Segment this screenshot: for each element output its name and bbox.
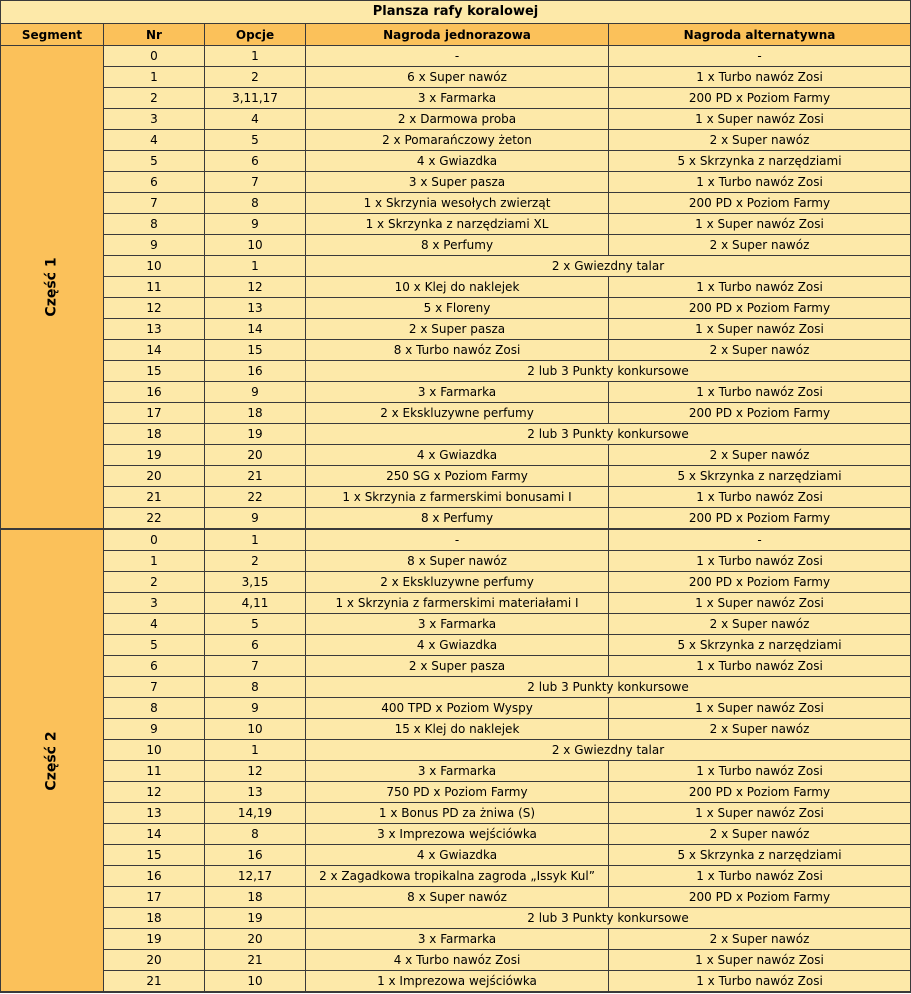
- table-row: [1, 866, 911, 887]
- cell-opcje: 6: [205, 151, 306, 172]
- table-row: [1, 235, 911, 256]
- cell-opcje: 9: [205, 698, 306, 719]
- cell-opcje: 8: [205, 824, 306, 845]
- cell-nagroda-jednorazowa: 8 x Perfumy: [306, 235, 609, 256]
- table-row: [1, 635, 911, 656]
- cell-opcje: 6: [205, 635, 306, 656]
- table-row: [1, 88, 911, 109]
- cell-nagroda-alternatywna: 1 x Super nawóz Zosi: [609, 950, 911, 971]
- cell-nagroda-jednorazowa: 1 x Skrzynia z farmerskimi bonusami I: [306, 487, 609, 508]
- cell-nagroda-jednorazowa: 3 x Super pasza: [306, 172, 609, 193]
- cell-nagroda-alternatywna: 1 x Turbo nawóz Zosi: [609, 761, 911, 782]
- table-row: [1, 151, 911, 172]
- cell-nr: 13: [104, 319, 205, 340]
- cell-nagroda-alternatywna: 200 PD x Poziom Farmy: [609, 193, 911, 214]
- table-row: [1, 424, 911, 445]
- table-row: [1, 46, 911, 67]
- table-row: [1, 593, 911, 614]
- cell-nagroda-alternatywna: 1 x Turbo nawóz Zosi: [609, 656, 911, 677]
- table-row: [1, 298, 911, 319]
- cell-nr: 7: [104, 677, 205, 698]
- cell-nr: 3: [104, 593, 205, 614]
- cell-nagroda-jednorazowa: 250 SG x Poziom Farmy: [306, 466, 609, 487]
- cell-nr: 2: [104, 572, 205, 593]
- cell-opcje: 9: [205, 508, 306, 530]
- cell-opcje: 16: [205, 845, 306, 866]
- cell-opcje: 12: [205, 761, 306, 782]
- cell-opcje: 4: [205, 109, 306, 130]
- cell-opcje: 20: [205, 929, 306, 950]
- header-nr: Nr: [104, 24, 205, 46]
- table-row: [1, 908, 911, 929]
- cell-opcje: 1: [205, 529, 306, 551]
- cell-opcje: 12,17: [205, 866, 306, 887]
- cell-nr: 18: [104, 908, 205, 929]
- cell-nagroda-jednorazowa: 750 PD x Poziom Farmy: [306, 782, 609, 803]
- cell-nr: 12: [104, 298, 205, 319]
- cell-nagroda-alternatywna: 200 PD x Poziom Farmy: [609, 572, 911, 593]
- cell-nagroda-jednorazowa: 4 x Gwiazdka: [306, 635, 609, 656]
- table-row: [1, 277, 911, 298]
- cell-opcje: 3,15: [205, 572, 306, 593]
- cell-nagroda-alternatywna: 2 x Super nawóz: [609, 929, 911, 950]
- cell-nagroda-alternatywna: 200 PD x Poziom Farmy: [609, 403, 911, 424]
- cell-nr: 16: [104, 866, 205, 887]
- cell-opcje: 1: [205, 46, 306, 67]
- cell-nagroda-jednorazowa: 400 TPD x Poziom Wyspy: [306, 698, 609, 719]
- cell-merged-reward: 2 lub 3 Punkty konkursowe: [306, 361, 911, 382]
- cell-nr: 13: [104, 803, 205, 824]
- cell-nagroda-alternatywna: 1 x Turbo nawóz Zosi: [609, 866, 911, 887]
- cell-nagroda-alternatywna: 200 PD x Poziom Farmy: [609, 782, 911, 803]
- table-row: [1, 698, 911, 719]
- cell-nagroda-jednorazowa: 4 x Gwiazdka: [306, 151, 609, 172]
- table-row: [1, 803, 911, 824]
- cell-nagroda-alternatywna: 1 x Super nawóz Zosi: [609, 319, 911, 340]
- cell-nr: 1: [104, 551, 205, 572]
- table-row: [1, 887, 911, 908]
- table-row: [1, 740, 911, 761]
- cell-nr: 7: [104, 193, 205, 214]
- cell-nagroda-jednorazowa: 4 x Gwiazdka: [306, 445, 609, 466]
- cell-nr: 20: [104, 950, 205, 971]
- cell-nagroda-jednorazowa: 1 x Skrzynka z narzędziami XL: [306, 214, 609, 235]
- cell-nagroda-alternatywna: 200 PD x Poziom Farmy: [609, 298, 911, 319]
- cell-nr: 4: [104, 614, 205, 635]
- cell-opcje: 5: [205, 614, 306, 635]
- cell-nr: 6: [104, 656, 205, 677]
- cell-nr: 9: [104, 719, 205, 740]
- header-nagroda-jednorazowa: Nagroda jednorazowa: [306, 24, 609, 46]
- cell-nagroda-alternatywna: 5 x Skrzynka z narzędziami: [609, 151, 911, 172]
- table-row: [1, 319, 911, 340]
- cell-nagroda-alternatywna: 1 x Turbo nawóz Zosi: [609, 551, 911, 572]
- table-row: [1, 172, 911, 193]
- cell-nagroda-alternatywna: 1 x Turbo nawóz Zosi: [609, 277, 911, 298]
- cell-nagroda-alternatywna: 5 x Skrzynka z narzędziami: [609, 845, 911, 866]
- cell-nagroda-alternatywna: 1 x Turbo nawóz Zosi: [609, 971, 911, 993]
- cell-nagroda-jednorazowa: 8 x Super nawóz: [306, 887, 609, 908]
- cell-merged-reward: 2 x Gwiezdny talar: [306, 740, 911, 761]
- cell-nr: 19: [104, 929, 205, 950]
- cell-opcje: 10: [205, 971, 306, 993]
- table-row: [1, 572, 911, 593]
- cell-nagroda-jednorazowa: 3 x Farmarka: [306, 382, 609, 403]
- table-row: [1, 761, 911, 782]
- segment-cell: [1, 46, 104, 530]
- cell-opcje: 5: [205, 130, 306, 151]
- cell-nagroda-alternatywna: 1 x Turbo nawóz Zosi: [609, 172, 911, 193]
- cell-nagroda-jednorazowa: 3 x Farmarka: [306, 88, 609, 109]
- table-row: [1, 130, 911, 151]
- cell-nr: 15: [104, 845, 205, 866]
- cell-nr: 19: [104, 445, 205, 466]
- cell-nr: 17: [104, 403, 205, 424]
- cell-opcje: 4,11: [205, 593, 306, 614]
- segment-label: Część 1: [43, 257, 60, 317]
- table-row: [1, 214, 911, 235]
- table-row: [1, 193, 911, 214]
- cell-nr: 18: [104, 424, 205, 445]
- table-row: [1, 929, 911, 950]
- cell-nagroda-alternatywna: 1 x Turbo nawóz Zosi: [609, 487, 911, 508]
- cell-nagroda-jednorazowa: 2 x Ekskluzywne perfumy: [306, 572, 609, 593]
- table-row: [1, 67, 911, 88]
- cell-nagroda-jednorazowa: 2 x Zagadkowa tropikalna zagroda „Issyk Kul”: [306, 866, 609, 887]
- cell-opcje: 18: [205, 403, 306, 424]
- cell-opcje: 18: [205, 887, 306, 908]
- cell-opcje: 10: [205, 235, 306, 256]
- cell-opcje: 14: [205, 319, 306, 340]
- table-body: [1, 46, 911, 993]
- cell-nagroda-alternatywna: 1 x Turbo nawóz Zosi: [609, 67, 911, 88]
- cell-nr: 8: [104, 214, 205, 235]
- cell-opcje: 9: [205, 382, 306, 403]
- cell-opcje: 8: [205, 677, 306, 698]
- segment-label: Część 2: [43, 730, 60, 791]
- cell-nr: 20: [104, 466, 205, 487]
- cell-opcje: 22: [205, 487, 306, 508]
- cell-nagroda-jednorazowa: -: [306, 529, 609, 551]
- cell-nagroda-alternatywna: 2 x Super nawóz: [609, 614, 911, 635]
- table-row: [1, 361, 911, 382]
- cell-nagroda-alternatywna: 2 x Super nawóz: [609, 340, 911, 361]
- header-opcje: Opcje: [205, 24, 306, 46]
- cell-nagroda-alternatywna: 1 x Super nawóz Zosi: [609, 109, 911, 130]
- cell-nagroda-jednorazowa: 1 x Skrzynia z farmerskimi materiałami I: [306, 593, 609, 614]
- cell-nr: 5: [104, 151, 205, 172]
- cell-opcje: 14,19: [205, 803, 306, 824]
- cell-nagroda-jednorazowa: 2 x Darmowa proba: [306, 109, 609, 130]
- table-row: [1, 529, 911, 551]
- cell-opcje: 21: [205, 950, 306, 971]
- cell-nr: 4: [104, 130, 205, 151]
- cell-nagroda-alternatywna: 1 x Super nawóz Zosi: [609, 698, 911, 719]
- cell-nr: 0: [104, 529, 205, 551]
- cell-nagroda-alternatywna: 1 x Super nawóz Zosi: [609, 593, 911, 614]
- cell-nr: 17: [104, 887, 205, 908]
- cell-nr: 6: [104, 172, 205, 193]
- cell-nagroda-jednorazowa: 4 x Gwiazdka: [306, 845, 609, 866]
- table-row: [1, 403, 911, 424]
- cell-nagroda-alternatywna: 5 x Skrzynka z narzędziami: [609, 635, 911, 656]
- table-row: [1, 677, 911, 698]
- header-row: [1, 24, 911, 46]
- table-title: Plansza rafy koralowej: [1, 1, 911, 24]
- cell-nagroda-jednorazowa: 3 x Farmarka: [306, 614, 609, 635]
- cell-opcje: 2: [205, 551, 306, 572]
- cell-nr: 16: [104, 382, 205, 403]
- table-row: [1, 340, 911, 361]
- table-row: [1, 824, 911, 845]
- cell-nagroda-jednorazowa: 3 x Farmarka: [306, 929, 609, 950]
- table-row: [1, 445, 911, 466]
- cell-opcje: 20: [205, 445, 306, 466]
- cell-nr: 21: [104, 487, 205, 508]
- cell-opcje: 12: [205, 277, 306, 298]
- cell-opcje: 2: [205, 67, 306, 88]
- cell-nagroda-jednorazowa: 2 x Ekskluzywne perfumy: [306, 403, 609, 424]
- header-segment: Segment: [1, 24, 104, 46]
- cell-nagroda-alternatywna: 1 x Super nawóz Zosi: [609, 803, 911, 824]
- table-row: [1, 782, 911, 803]
- cell-nagroda-alternatywna: 2 x Super nawóz: [609, 445, 911, 466]
- cell-nr: 3: [104, 109, 205, 130]
- cell-opcje: 15: [205, 340, 306, 361]
- cell-nagroda-jednorazowa: 2 x Super pasza: [306, 656, 609, 677]
- cell-nr: 10: [104, 740, 205, 761]
- cell-nagroda-alternatywna: -: [609, 46, 911, 67]
- cell-nr: 15: [104, 361, 205, 382]
- cell-nagroda-alternatywna: 5 x Skrzynka z narzędziami: [609, 466, 911, 487]
- cell-nr: 11: [104, 277, 205, 298]
- cell-opcje: 19: [205, 424, 306, 445]
- cell-nagroda-jednorazowa: 3 x Farmarka: [306, 761, 609, 782]
- header-nagroda-alternatywna: Nagroda alternatywna: [609, 24, 911, 46]
- segment-cell: [1, 529, 104, 992]
- cell-nagroda-jednorazowa: 1 x Skrzynia wesołych zwierząt: [306, 193, 609, 214]
- cell-nagroda-alternatywna: 200 PD x Poziom Farmy: [609, 887, 911, 908]
- cell-nr: 8: [104, 698, 205, 719]
- table-row: [1, 719, 911, 740]
- cell-nagroda-alternatywna: 2 x Super nawóz: [609, 824, 911, 845]
- cell-nagroda-alternatywna: -: [609, 529, 911, 551]
- cell-opcje: 10: [205, 719, 306, 740]
- cell-nr: 10: [104, 256, 205, 277]
- table-row: [1, 109, 911, 130]
- cell-nr: 2: [104, 88, 205, 109]
- table-row: [1, 614, 911, 635]
- cell-merged-reward: 2 lub 3 Punkty konkursowe: [306, 677, 911, 698]
- cell-nr: 14: [104, 340, 205, 361]
- cell-merged-reward: 2 lub 3 Punkty konkursowe: [306, 424, 911, 445]
- cell-nagroda-jednorazowa: 8 x Super nawóz: [306, 551, 609, 572]
- cell-nr: 21: [104, 971, 205, 993]
- cell-nr: 0: [104, 46, 205, 67]
- table-row: [1, 656, 911, 677]
- cell-nagroda-alternatywna: 2 x Super nawóz: [609, 719, 911, 740]
- cell-nagroda-jednorazowa: 1 x Imprezowa wejściówka: [306, 971, 609, 993]
- cell-opcje: 8: [205, 193, 306, 214]
- table-row: [1, 487, 911, 508]
- table-row: [1, 508, 911, 530]
- cell-merged-reward: 2 x Gwiezdny talar: [306, 256, 911, 277]
- cell-nr: 11: [104, 761, 205, 782]
- cell-nr: 22: [104, 508, 205, 530]
- cell-opcje: 16: [205, 361, 306, 382]
- table-row: [1, 382, 911, 403]
- cell-opcje: 9: [205, 214, 306, 235]
- cell-nagroda-jednorazowa: 2 x Pomarańczowy żeton: [306, 130, 609, 151]
- cell-nagroda-alternatywna: 2 x Super nawóz: [609, 130, 911, 151]
- table-row: [1, 971, 911, 993]
- cell-opcje: 13: [205, 298, 306, 319]
- table-row: [1, 551, 911, 572]
- cell-nagroda-jednorazowa: 4 x Turbo nawóz Zosi: [306, 950, 609, 971]
- cell-opcje: 19: [205, 908, 306, 929]
- cell-nagroda-jednorazowa: -: [306, 46, 609, 67]
- table-row: [1, 466, 911, 487]
- cell-nagroda-jednorazowa: 3 x Imprezowa wejściówka: [306, 824, 609, 845]
- cell-nagroda-jednorazowa: 2 x Super pasza: [306, 319, 609, 340]
- cell-nagroda-alternatywna: 1 x Turbo nawóz Zosi: [609, 382, 911, 403]
- cell-opcje: 7: [205, 172, 306, 193]
- cell-opcje: 21: [205, 466, 306, 487]
- cell-opcje: 1: [205, 256, 306, 277]
- cell-nagroda-jednorazowa: 8 x Perfumy: [306, 508, 609, 530]
- cell-nagroda-alternatywna: 1 x Super nawóz Zosi: [609, 214, 911, 235]
- cell-nagroda-jednorazowa: 5 x Floreny: [306, 298, 609, 319]
- cell-nr: 9: [104, 235, 205, 256]
- cell-nr: 12: [104, 782, 205, 803]
- cell-nr: 14: [104, 824, 205, 845]
- cell-nagroda-alternatywna: 200 PD x Poziom Farmy: [609, 88, 911, 109]
- cell-opcje: 7: [205, 656, 306, 677]
- cell-nr: 1: [104, 67, 205, 88]
- cell-nagroda-jednorazowa: 6 x Super nawóz: [306, 67, 609, 88]
- table-row: [1, 845, 911, 866]
- cell-merged-reward: 2 lub 3 Punkty konkursowe: [306, 908, 911, 929]
- cell-nagroda-jednorazowa: 8 x Turbo nawóz Zosi: [306, 340, 609, 361]
- cell-opcje: 3,11,17: [205, 88, 306, 109]
- cell-opcje: 13: [205, 782, 306, 803]
- cell-nr: 5: [104, 635, 205, 656]
- cell-nagroda-jednorazowa: 1 x Bonus PD za żniwa (S): [306, 803, 609, 824]
- cell-nagroda-jednorazowa: 15 x Klej do naklejek: [306, 719, 609, 740]
- cell-nagroda-alternatywna: 2 x Super nawóz: [609, 235, 911, 256]
- cell-nagroda-alternatywna: 200 PD x Poziom Farmy: [609, 508, 911, 530]
- table-row: [1, 950, 911, 971]
- cell-nagroda-jednorazowa: 10 x Klej do naklejek: [306, 277, 609, 298]
- table-row: [1, 256, 911, 277]
- cell-opcje: 1: [205, 740, 306, 761]
